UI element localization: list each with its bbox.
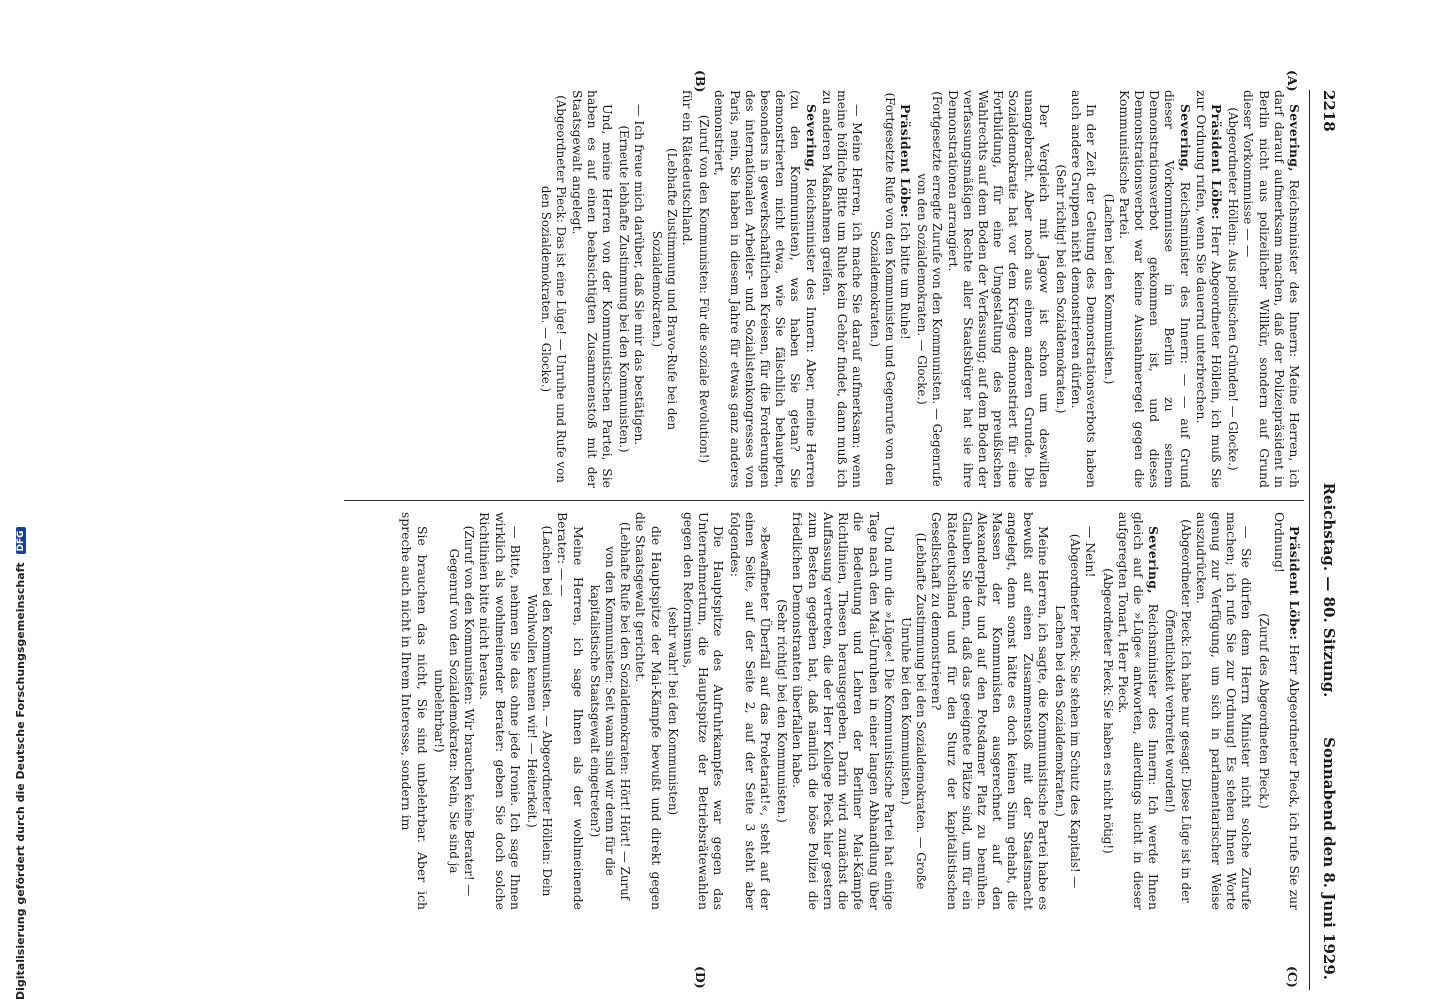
speaker-name: Severing, bbox=[1177, 104, 1193, 172]
paragraph-text: Reichsminister des Innern: Ich werde Ihnen gleich auf die »Lüge« antworten, allerdings nicht in dieser aufgeregten Tonart, Herr Pieck. bbox=[1115, 512, 1162, 910]
interjection bbox=[914, 90, 944, 488]
funding-footer bbox=[14, 0, 32, 1000]
interjection bbox=[1162, 512, 1192, 910]
speech-paragraph bbox=[945, 90, 1051, 488]
speech-paragraph bbox=[1194, 512, 1255, 910]
paragraph-text: — Meine Herren, ich mache Sie darauf aufmerksam: wenn meine höfliche Bitte um Ruhe kein Gehör findet, dann muß ich zu anderen Maßnahmen greifen. bbox=[819, 90, 866, 488]
margin-marker-c: (C) bbox=[1285, 966, 1300, 988]
paragraph-text: (Abgeordneter Pieck: Sie stehen im Schutz des Kapitals! — Lachen bei den Sozialdemokraten.) bbox=[1052, 533, 1083, 889]
paragraph-text: Sie brauchen das nicht, Sie sind unbelehrbar. Aber ich spreche auch nicht in Ihrem Interesse, sondern im bbox=[399, 512, 430, 910]
speech-paragraph bbox=[681, 512, 727, 910]
interjection bbox=[524, 512, 554, 910]
speech-paragraph bbox=[790, 512, 896, 910]
paragraph-text: In der Zeit der Geltung des Demonstrationsverbots haben auch andere Gruppen nicht demonstrieren dürfen. bbox=[1069, 90, 1100, 488]
speech-paragraph bbox=[569, 90, 615, 488]
paragraph-text: Meine Herren, ich sage Ihnen als der wohlmeinende Berater: — — bbox=[555, 512, 586, 910]
paragraph-text: für ein Rätedeutschland. bbox=[680, 90, 696, 246]
speech-paragraph bbox=[727, 512, 773, 910]
paragraph-text: Der Vergleich mit Jagow ist schon um deswillen unangebracht. Aber noch aus einem anderen Grunde. Die Sozialdemokratie hat vor dem Kriege demonstriert für eine Fortbildung, für eine Umgestaltung des preußischen Wahlrechts auf dem Boden der Verfassung; auf dem Boden der verfassungsmäßigen Rechte aller Staatsbürger hat sie ihre Demonstrationen arrangiert. bbox=[945, 90, 1052, 488]
speaker-name: Präsident Löbe: bbox=[1287, 526, 1302, 641]
speech-paragraph bbox=[632, 90, 647, 488]
paragraph-text: (Lachen bei den Kommunisten. — Abgeordneter Höllein: Dein Wohlwollen kennen wir! — Heiterkeit.) bbox=[525, 525, 555, 897]
paragraph-text: (Zuruf des Abgeordneten Pieck.) bbox=[1256, 613, 1271, 809]
document-page bbox=[13, 0, 1348, 1000]
interjection bbox=[866, 90, 896, 488]
paragraph-text: die Hauptspitze der Mai-Kämpfe bewußt und direkt gegen die Staatsgewalt gerichtet. bbox=[633, 512, 664, 910]
right-column bbox=[398, 512, 1302, 910]
speech-paragraph bbox=[399, 512, 429, 910]
paragraph-text: (Sehr richtig! bei den Sozialdemokraten.) bbox=[1053, 164, 1068, 414]
margin-marker-a: (A) bbox=[1285, 70, 1300, 92]
paragraph-text: (Fortgesetzte erregte Zurufe von den Kommunisten. — Gegenrufe von den Sozialdemokraten. — Glocke.) bbox=[915, 91, 945, 487]
paragraph-text: Reichsminister des Innern: — — auf Grund dieser Vorkommnisse in Berlin zu seinem Demonstrationsverbot gekommen ist, und dieses Demonstrationsverbot war keine Ausnahmeregel gegen die Kommunistische Partei. bbox=[1116, 90, 1193, 488]
speaker-name: Präsident Löbe: bbox=[1208, 104, 1224, 220]
paragraph-text: — Ich freue mich darüber, daß Sie mir das bestätigen. bbox=[632, 104, 648, 446]
margin-marker-b: (B) bbox=[693, 70, 708, 93]
paragraph-text: Und nun die »Lüge«! Die Kommunistische Partei hat einige Tage nach den Mai-Unruhen in einer langen Abhandlung über die Bedeutung und Lehren der Berliner Mai-Kämpfe Richtlinien, Thesen herausgegeben. Darin wird zunächst die Auffassung vertreten, die der Herr Kollege Pieck hier gestern zum Besten gegeben hat, daß nämlich die böse Polizei die friedlichen Demonstranten überfallen habe. bbox=[790, 512, 897, 910]
column-divider bbox=[344, 500, 1304, 501]
speech-paragraph bbox=[712, 90, 818, 488]
paragraph-text: »Bewaffneter Überfall auf das Proletariat!«, steht auf der einen Seite, auf der Seite 2, auf der Seite 3 steht aber folgendes: bbox=[727, 512, 774, 910]
paragraph-text: (Abgeordneter Pieck: Das ist eine Lüge! — Unruhe und Rufe von den Sozialdemokraten. — Glocke.) bbox=[539, 95, 569, 483]
speaker-name: Severing, bbox=[1146, 526, 1162, 594]
speech-paragraph bbox=[555, 512, 585, 910]
speaker-name: Severing, bbox=[1287, 104, 1302, 172]
paragraph-text: Die Hauptspitze des Aufruhrkampfes war gegen das Unternehmertum, die Hauptspitze der Betriebsrätewahlen gegen den Reformismus, bbox=[681, 512, 727, 910]
paragraph-text: (Erneute lebhafte Zustimmung bei den Kommunisten.) bbox=[617, 125, 632, 453]
paragraph-text: (Sehr richtig! bei den Kommunisten.) bbox=[775, 599, 790, 823]
paragraph-text: Und, meine Herren von der Kommunistischen Partei, Sie haben es auf einen beabsichtigten Zusammenstoß mit der Staatsgewalt angelegt. bbox=[569, 90, 616, 488]
speech-paragraph bbox=[680, 90, 695, 488]
paragraph-text: (Lebhafte Zustimmung bei den Sozialdemokraten. — Große Unruhe bei den Kommunisten.) bbox=[898, 532, 929, 890]
page-header bbox=[1312, 90, 1338, 980]
speech-paragraph bbox=[1241, 90, 1302, 488]
paragraph-text: (Abgeordneter Höllein: Aus politischen Gründen! — Glocke.) bbox=[1226, 107, 1241, 471]
interjection bbox=[1052, 512, 1082, 910]
paragraph-text: (Zuruf von den Kommunisten: Wir brauchen keine Berater! — Gegenruf von den Sozialdemokraten: Nein, Sie sind ja unbelehrbar!) bbox=[431, 525, 477, 897]
paragraph-text: (Lebhafte Rufe bei den Sozialdemokraten: Hört! Hört! — Zuruf von den Kommunisten: Seit wann sind wir denn für die kapitalistische Staatsgewalt eingetreten?) bbox=[587, 521, 633, 901]
interjection bbox=[898, 512, 928, 910]
dfg-logo: DFG bbox=[16, 527, 26, 554]
speech-paragraph bbox=[1083, 512, 1098, 910]
speaker-name: Severing, bbox=[803, 104, 819, 172]
paragraph-text: Reichsminister des Innern: Aber, meine Herren (zu den Kommunisten), was haben Sie getan? Sie demonstrierten nicht etwa, wie Sie fälschlich behaupten, besonders in gewerkschaftlichen Kreisen, für die Forderungen des internationalen Arbeiter- und Sozialistenkongresses von Paris, nein, Sie haben in diesem Jahre für etwas ganz anderes demonstriert, bbox=[712, 90, 819, 488]
interjection bbox=[1099, 512, 1114, 910]
speaker-name: Präsident Löbe: bbox=[897, 104, 913, 218]
paragraph-text: (Lachen bei den Kommunisten.) bbox=[1101, 193, 1116, 385]
speech-paragraph bbox=[477, 512, 523, 910]
interjection bbox=[696, 90, 711, 488]
page-title: Reichstag. — 80. Sitzung. bbox=[1320, 482, 1338, 698]
paragraph-text: Herr Abgeordneter Höllein, ich muß Sie zur Ordnung rufen, wenn Sie dauernd unterbrechen. bbox=[1193, 90, 1224, 488]
interjection bbox=[648, 90, 678, 488]
page-number: 2218 bbox=[1320, 90, 1338, 132]
speech-paragraph bbox=[1272, 512, 1302, 910]
paragraph-text: — Sie dürfen dem Herrn Minister nicht solche Zurufe machen; ich rufe Sie zur Ordnung! Es stehen Ihnen Worte genug zur Verfügung, um sich in parlamentarischer Weise auszudrücken. bbox=[1193, 512, 1255, 910]
speech-paragraph bbox=[633, 512, 663, 910]
speech-paragraph bbox=[898, 90, 913, 488]
paragraph-text: Reichsminister des Innern: Meine Herren, ich darf darauf aufmerksam machen, daß der Polizeipräsident in Berlin nicht aus polizeilicher Willkür, sondern auf Grund dieser Vorkommnisse — — bbox=[1241, 90, 1302, 488]
interjection bbox=[1100, 90, 1115, 488]
paragraph-text: (sehr wahr! bei den Kommunisten) bbox=[665, 606, 680, 816]
paragraph-text: (Abgeordneter Pieck: Sie haben es nicht nötig!) bbox=[1100, 568, 1115, 854]
paragraph-text: (Zuruf von den Kommunisten: Für die soziale Revolution!) bbox=[697, 114, 712, 464]
interjection bbox=[431, 512, 477, 910]
paragraph-text: (Fortgesetzte Rufe von den Kommunisten und Gegenrufe von den Sozialdemokraten.) bbox=[867, 92, 897, 486]
paragraph-text: (Lebhafte Zustimmung und Bravo-Rufe bei den Sozialdemokraten.) bbox=[649, 147, 679, 431]
speech-paragraph bbox=[1117, 90, 1193, 488]
speech-paragraph bbox=[1116, 512, 1162, 910]
speech-paragraph bbox=[820, 90, 866, 488]
session-date: Sonnabend den 8. Juni 1929. bbox=[1320, 737, 1338, 980]
paragraph-text: Herr Abgeordneter Pieck, ich rufe Sie zur Ordnung! bbox=[1271, 512, 1302, 910]
paragraph-text: (Abgeordneter Pieck: Ich habe nur gesagt: Diese Lüge ist in der Öffentlichkeit verbreitet worden!) bbox=[1163, 519, 1193, 903]
interjection bbox=[616, 90, 631, 488]
interjection bbox=[665, 512, 680, 910]
speech-paragraph bbox=[1194, 90, 1224, 488]
footer-text: Digitalisierung gefördert durch die Deutsche Forschungsgemeinschaft bbox=[14, 562, 27, 1000]
speech-paragraph bbox=[929, 512, 1051, 910]
interjection bbox=[538, 90, 568, 488]
interjection bbox=[1225, 90, 1240, 488]
left-column bbox=[537, 90, 1302, 488]
margin-marker-d: (D) bbox=[693, 966, 708, 989]
header-rule bbox=[1309, 90, 1310, 990]
interjection bbox=[587, 512, 633, 910]
interjection bbox=[1255, 512, 1270, 910]
speech-paragraph bbox=[1069, 90, 1099, 488]
paragraph-text: — Bitte, nehmen Sie das ohne jede Ironie. Ich sage Ihnen wirklich als wohlmeinender Berater: geben Sie doch solche Richtlinien bitte nicht heraus. bbox=[477, 512, 523, 910]
interjection bbox=[1053, 90, 1068, 488]
paragraph-text: — Nein! bbox=[1083, 526, 1099, 578]
paragraph-text: Meine Herren, ich sagte, die Kommunistische Partei habe es bewußt auf einen Zusammenstoß mit der Staatsmacht angelegt, denn sonst hätte es doch keinen Sinn gehabt, die Massen der Kommunisten ausgerechnet auf den Alexanderplatz und auf den Potsdamer Platz zu bemühen. Glauben Sie denn, daß das geeignete Plätze sind, um für ein Rätedeutschland und für den Sturz der kapitalistischen Gesellschaft zu demonstrieren? bbox=[929, 512, 1051, 910]
interjection bbox=[774, 512, 789, 910]
paragraph-text: Ich bitte um Ruhe! bbox=[897, 217, 913, 340]
